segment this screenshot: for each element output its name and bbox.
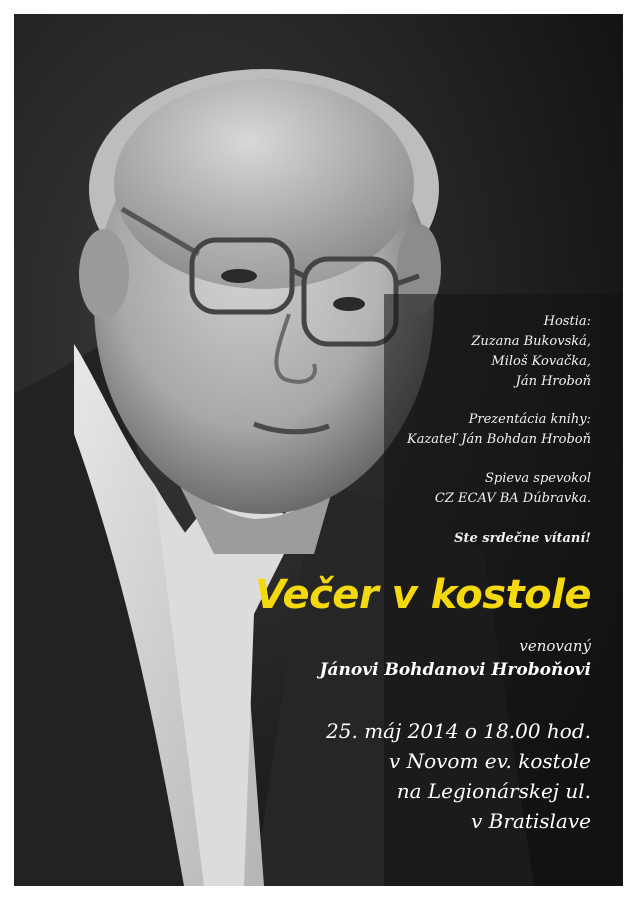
welcome-text: Ste srdečne vítaní!: [454, 531, 591, 546]
guests-heading: Hostia:: [543, 314, 591, 329]
event-date-time: 25. máj 2014 o 18.00 hod.: [326, 719, 591, 743]
guest-name: Ján Hroboň: [515, 374, 591, 389]
choir-line2: CZ ECAV BA Dúbravka.: [434, 491, 591, 506]
event-city: v Bratislave: [471, 809, 591, 833]
dedication-name: Jánovi Bohdanovi Hroboňovi: [319, 660, 591, 680]
presentation-heading: Prezentácia knihy:: [468, 412, 591, 427]
presentation-block: [407, 410, 591, 450]
poster: [14, 14, 623, 886]
event-place-2: na Legionárskej ul.: [396, 779, 591, 803]
guest-name: Miloš Kovačka,: [491, 354, 591, 369]
dedication-label: venovaný: [519, 637, 591, 655]
event-details: [326, 716, 591, 836]
choir-line1: Spieva spevokol: [484, 471, 591, 486]
event-place-1: v Novom ev. kostole: [388, 749, 591, 773]
guests-block: [471, 312, 591, 392]
choir-block: [435, 469, 591, 509]
presentation-author: Kazateľ Ján Bohdan Hroboň: [406, 432, 591, 447]
guest-name: Zuzana Bukovská,: [471, 334, 591, 349]
event-title: Večer v kostole: [254, 572, 591, 618]
